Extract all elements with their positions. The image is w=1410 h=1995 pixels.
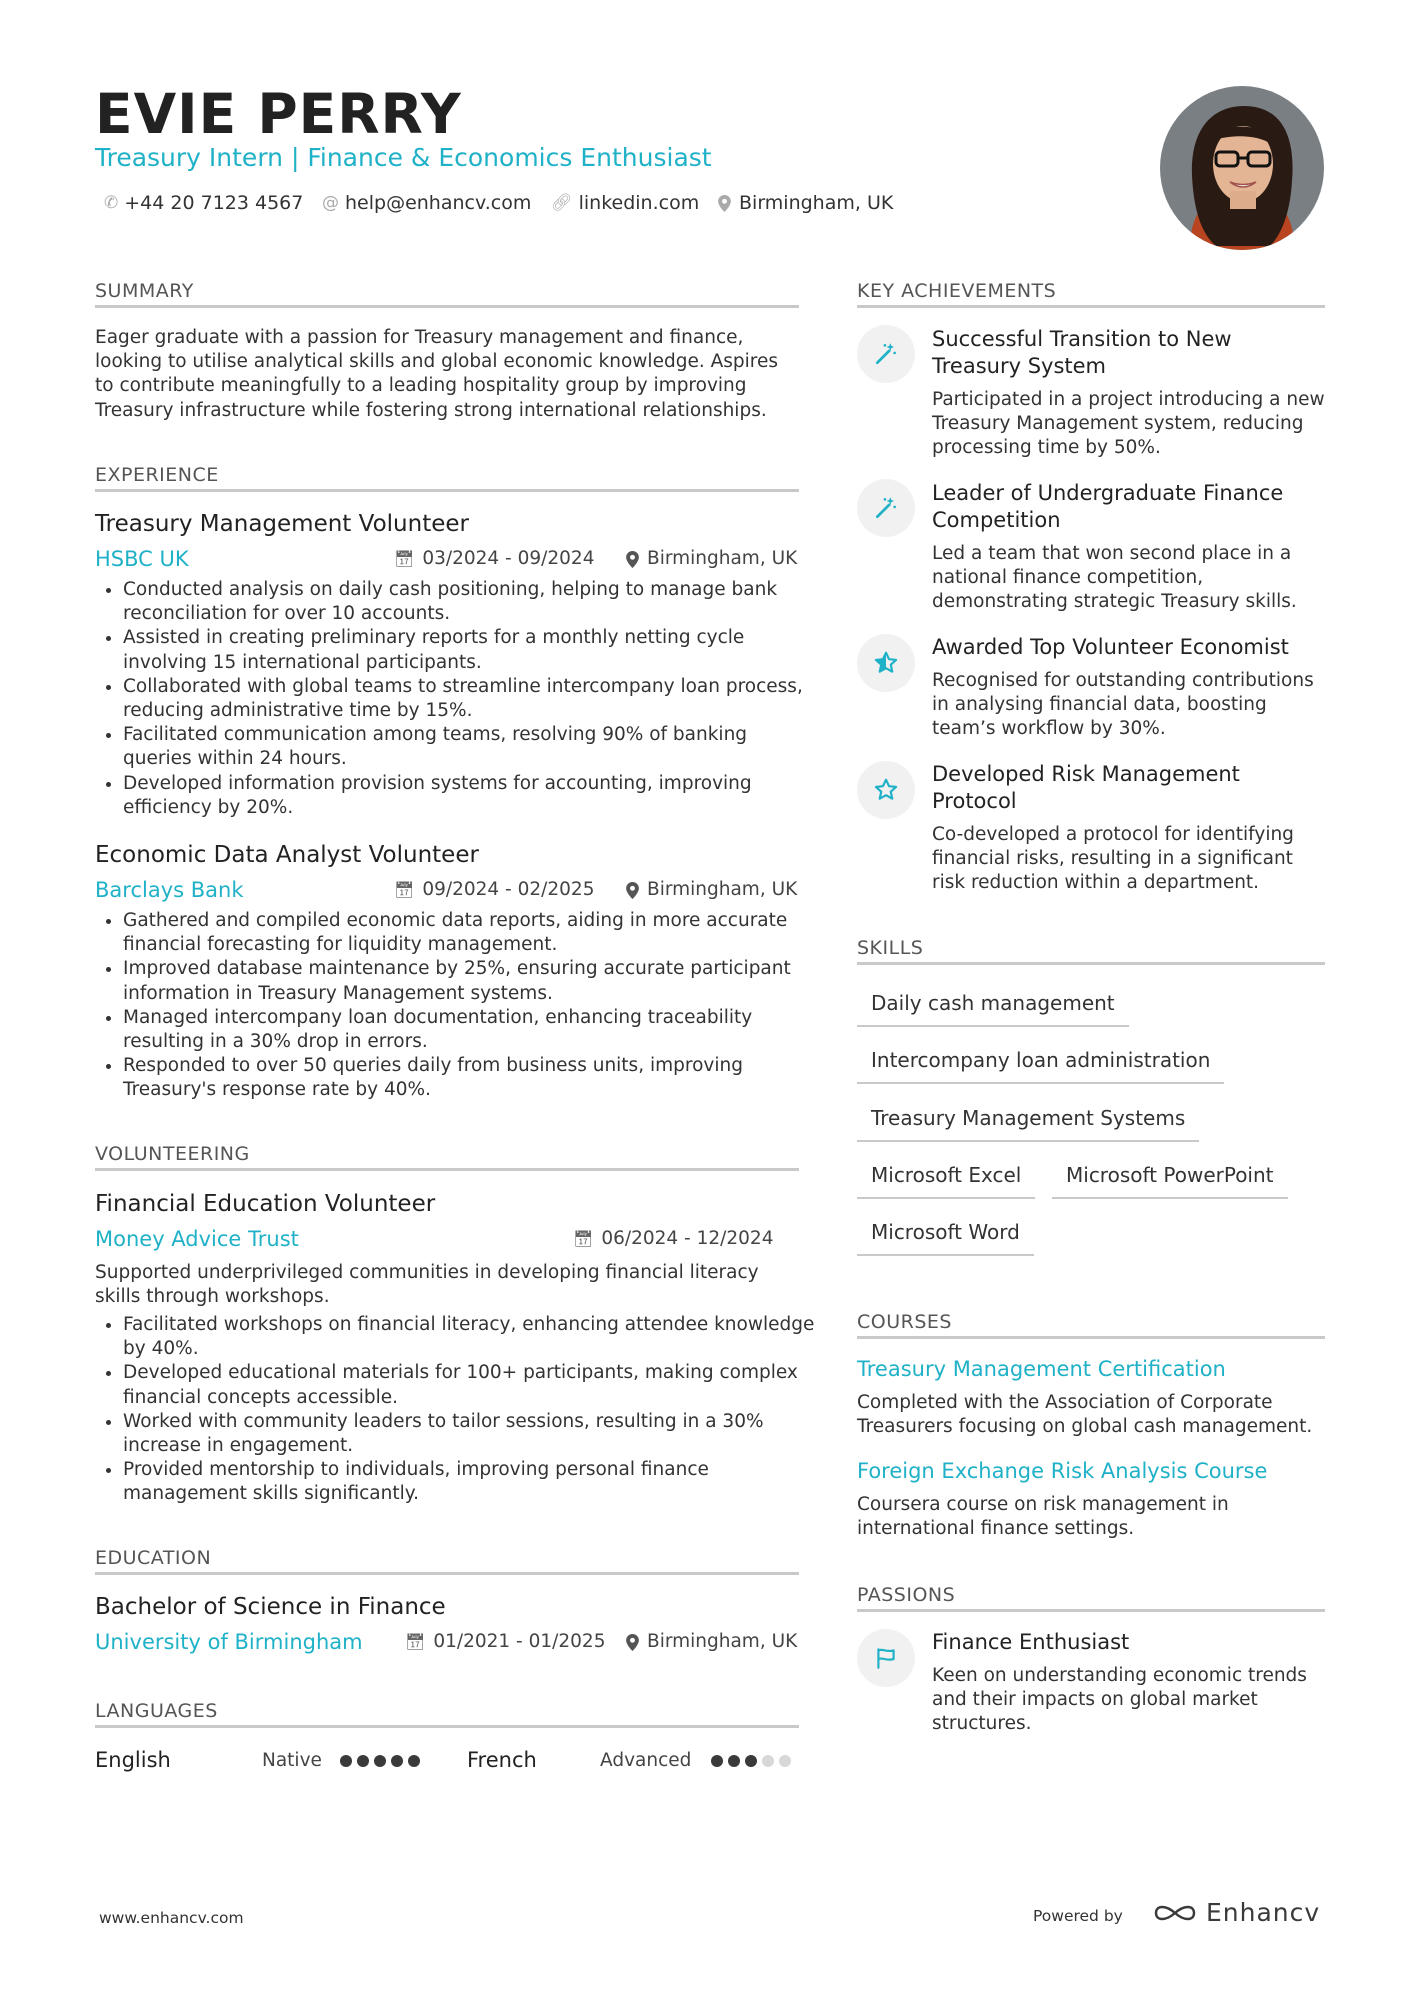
- language-rating: [711, 1755, 791, 1767]
- list-item: • Facilitated workshops on financial literacy, enhancing attendee knowledge by 40%.: [123, 1313, 823, 1361]
- powered-by-label: Powered by: [1033, 1907, 1123, 1925]
- skill-tag: Microsoft Word: [857, 1210, 1034, 1256]
- list-item: • Provided mentorship to individuals, improving personal finance management skills significantly.: [123, 1458, 823, 1506]
- at-icon: @: [322, 193, 339, 213]
- section-title-experience: EXPERIENCE: [95, 464, 219, 486]
- volunteer-description: Supported underprivileged communities in developing financial literacy skills through workshops.: [95, 1262, 759, 1308]
- list-item: • Managed intercompany loan documentation, enhancing traceability resulting in a 30% drop in errors.: [123, 1006, 813, 1054]
- rating-dot-filled: [711, 1755, 723, 1767]
- section-divider: [857, 1336, 1325, 1339]
- section-title-education: EDUCATION: [95, 1547, 212, 1569]
- contact-email[interactable]: [322, 191, 531, 215]
- passion-text: Keen on understanding economic trends and their impacts on global market structures.: [932, 1665, 1307, 1735]
- school: University of Birmingham: [95, 1630, 363, 1654]
- course-text: Coursera course on risk management in international finance settings.: [857, 1494, 1229, 1540]
- language-level: Advanced: [600, 1750, 692, 1771]
- calendar-icon: 📅︎: [394, 549, 415, 568]
- skill-tag: Daily cash management: [857, 981, 1129, 1027]
- achievement-text: Recognised for outstanding contributions in analysing financial data, boosting team’s workflow by 30%.: [932, 670, 1314, 740]
- job-dates-text: 09/2024 - 02/2025: [422, 879, 595, 900]
- section-divider: [95, 1725, 799, 1728]
- passion-title: Finance Enthusiast: [932, 1630, 1130, 1654]
- volunteer-dates-text: 06/2024 - 12/2024: [601, 1228, 774, 1249]
- job-dates: [394, 547, 594, 571]
- contact-linkedin[interactable]: [551, 191, 699, 215]
- location-text: Birmingham, UK: [739, 192, 894, 214]
- section-title-volunteering: VOLUNTEERING: [95, 1143, 250, 1165]
- section-title-summary: SUMMARY: [95, 280, 194, 302]
- skill-tag: Intercompany loan administration: [857, 1038, 1224, 1084]
- list-item: • Collaborated with global teams to streamline intercompany loan process, reducing administrative time by 15%.: [123, 675, 813, 723]
- section-title-passions: PASSIONS: [857, 1584, 956, 1606]
- skill-tag: Treasury Management Systems: [857, 1096, 1199, 1142]
- phone-text: +44 20 7123 4567: [124, 192, 304, 214]
- job-location: [626, 547, 797, 571]
- job-company: Barclays Bank: [95, 878, 244, 902]
- footer-url[interactable]: www.enhancv.com: [99, 1909, 244, 1927]
- star-half-icon: [857, 634, 915, 692]
- language-name: English: [95, 1748, 171, 1772]
- achievement-title: Developed Risk Management Protocol: [932, 762, 1240, 813]
- rating-dot-filled: [408, 1755, 420, 1767]
- volunteer-bullets: [95, 1313, 823, 1507]
- achievement-title: Leader of Undergraduate Finance Competition: [932, 481, 1284, 532]
- location-pin-icon: [718, 195, 731, 212]
- rating-dot-filled: [745, 1755, 757, 1767]
- section-divider: [95, 1572, 799, 1575]
- education-location: [626, 1630, 797, 1654]
- course-text: Completed with the Association of Corporate Treasurers focusing on global cash management.: [857, 1392, 1313, 1438]
- calendar-icon: 📅︎: [405, 1632, 426, 1651]
- achievement-title: Awarded Top Volunteer Economist: [932, 635, 1289, 659]
- section-title-achievements: KEY ACHIEVEMENTS: [857, 280, 1057, 302]
- contact-location: [718, 191, 893, 215]
- education-dates: [405, 1630, 605, 1654]
- email-text[interactable]: help@enhancv.com: [345, 192, 532, 214]
- section-divider: [857, 1609, 1325, 1612]
- star-outline-icon: [857, 761, 915, 819]
- location-pin-icon: [626, 1634, 639, 1651]
- education-location-text: Birmingham, UK: [647, 1631, 798, 1652]
- candidate-headline: Treasury Intern | Finance & Economics Enthusiast: [95, 143, 712, 172]
- achievement-title: Successful Transition to New Treasury System: [932, 327, 1232, 378]
- skill-tag: Microsoft Excel: [857, 1153, 1035, 1199]
- job-company: HSBC UK: [95, 547, 189, 571]
- profile-photo: [1160, 86, 1324, 250]
- section-title-courses: COURSES: [857, 1311, 952, 1333]
- education-dates-text: 01/2021 - 01/2025: [433, 1631, 606, 1652]
- magic-wand-icon: [857, 479, 915, 537]
- location-pin-icon: [626, 551, 639, 568]
- section-divider: [95, 489, 799, 492]
- job-location-text: Birmingham, UK: [647, 548, 798, 569]
- achievement-text: Led a team that won second place in a national finance competition, demonstrating strategic Treasury skills.: [932, 543, 1297, 613]
- list-item: • Facilitated communication among teams, resolving 90% of banking queries within 24 hours.: [123, 723, 813, 771]
- contact-phone: [104, 191, 303, 215]
- section-divider: [95, 1168, 799, 1171]
- section-divider: [857, 305, 1325, 308]
- magic-wand-icon: [857, 325, 915, 383]
- job-dates-text: 03/2024 - 09/2024: [422, 548, 595, 569]
- rating-dot-empty: [779, 1755, 791, 1767]
- flag-icon: [857, 1629, 915, 1687]
- candidate-name: EVIE PERRY: [95, 82, 462, 146]
- linkedin-text[interactable]: linkedin.com: [578, 192, 700, 214]
- volunteer-role: Financial Education Volunteer: [95, 1191, 436, 1217]
- job-bullets: [95, 578, 813, 820]
- list-item: • Improved database maintenance by 25%, ensuring accurate participant information in Treasury Management systems.: [123, 957, 813, 1005]
- summary-text: Eager graduate with a passion for Treasury management and finance, looking to utilise analytical skills and global economic knowledge. Aspires to contribute meaningfully to a leading hospitality group by improving Treasury infrastructure while fostering strong international relationships.: [95, 327, 778, 421]
- brand-name: Enhancv: [1206, 1898, 1321, 1927]
- list-item: • Gathered and compiled economic data reports, aiding in more accurate financial forecasting for liquidity management.: [123, 909, 813, 957]
- course-title: Foreign Exchange Risk Analysis Course: [857, 1459, 1268, 1483]
- location-pin-icon: [626, 882, 639, 899]
- language-rating: [340, 1755, 420, 1767]
- volunteer-dates: [573, 1227, 773, 1251]
- section-title-languages: LANGUAGES: [95, 1700, 218, 1722]
- achievement-text: Participated in a project introducing a new Treasury Management system, reducing processing time by 50%.: [932, 389, 1325, 459]
- rating-dot-filled: [728, 1755, 740, 1767]
- skill-tag: Microsoft PowerPoint: [1052, 1153, 1288, 1199]
- job-dates: [394, 878, 594, 902]
- volunteer-org: Money Advice Trust: [95, 1227, 299, 1251]
- rating-dot-filled: [391, 1755, 403, 1767]
- section-divider: [857, 962, 1325, 965]
- rating-dot-empty: [762, 1755, 774, 1767]
- list-item: • Developed educational materials for 100+ participants, making complex financial concepts accessible.: [123, 1361, 823, 1409]
- link-icon: 🔗︎: [551, 193, 573, 213]
- job-location-text: Birmingham, UK: [647, 879, 798, 900]
- language-name: French: [467, 1748, 537, 1772]
- calendar-icon: 📅︎: [573, 1229, 594, 1248]
- degree: Bachelor of Science in Finance: [95, 1594, 446, 1620]
- course-title: Treasury Management Certification: [857, 1357, 1226, 1381]
- rating-dot-filled: [374, 1755, 386, 1767]
- language-level: Native: [262, 1750, 322, 1771]
- enhancv-logo-icon: [1152, 1901, 1198, 1925]
- achievement-text: Co-developed a protocol for identifying financial risks, resulting in a significant risk reduction within a department.: [932, 824, 1294, 894]
- calendar-icon: 📅︎: [394, 880, 415, 899]
- list-item: • Developed information provision systems for accounting, improving efficiency by 20%.: [123, 772, 813, 820]
- job-location: [626, 878, 797, 902]
- list-item: • Worked with community leaders to tailor sessions, resulting in a 30% increase in engagement.: [123, 1410, 823, 1458]
- rating-dot-filled: [340, 1755, 352, 1767]
- list-item: • Assisted in creating preliminary reports for a monthly netting cycle involving 15 international participants.: [123, 626, 813, 674]
- list-item: • Conducted analysis on daily cash positioning, helping to manage bank reconciliation for over 10 accounts.: [123, 578, 813, 626]
- brand-logo[interactable]: [1152, 1898, 1320, 1927]
- job-bullets: [95, 909, 813, 1103]
- list-item: • Responded to over 50 queries daily from business units, improving Treasury's response rate by 40%.: [123, 1054, 813, 1102]
- job-title: Treasury Management Volunteer: [95, 511, 469, 537]
- phone-icon: ✆: [104, 193, 119, 213]
- rating-dot-filled: [357, 1755, 369, 1767]
- section-divider: [95, 305, 799, 308]
- job-title: Economic Data Analyst Volunteer: [95, 842, 479, 868]
- section-title-skills: SKILLS: [857, 937, 924, 959]
